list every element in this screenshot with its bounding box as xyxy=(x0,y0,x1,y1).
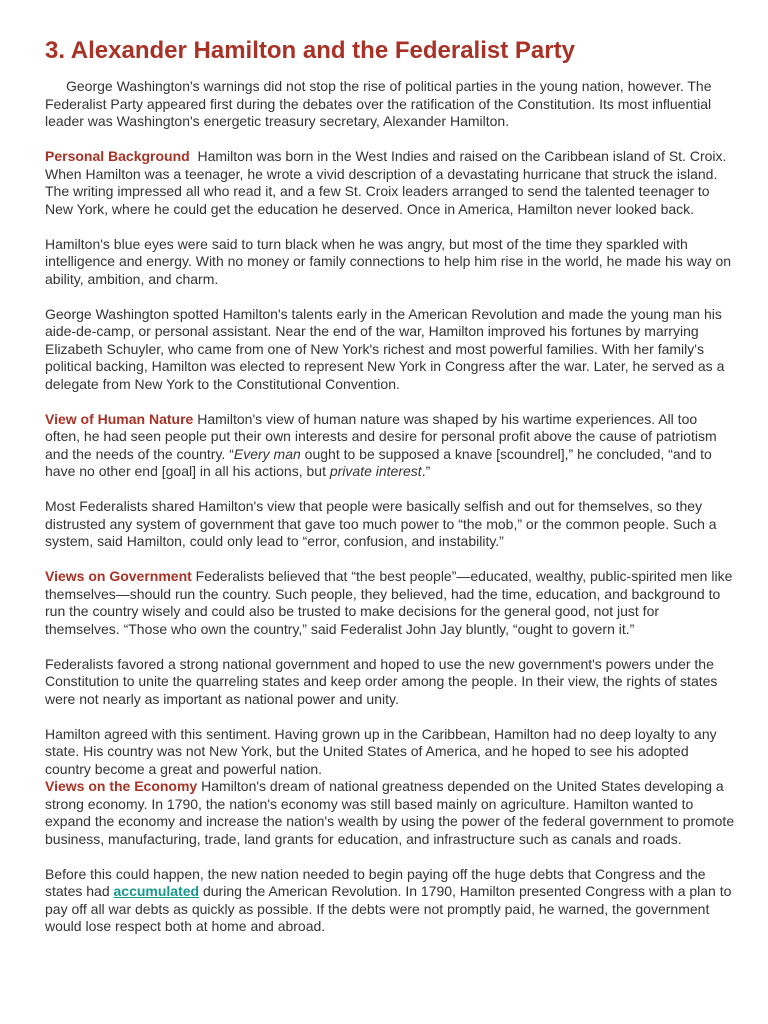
human-nature-text-a: Hamilton's view of human nature was shaped by his wartime experiences. All too often, he had seen people put their own interests and desire for personal profit above the cause of patriotism and the needs of the country. “ xyxy=(45,410,717,462)
economy-text-2b: during the American Revolution. In 1790, Hamilton presented Congress with a plan to pay off all war debts as quickly as possible. If the debts were not promptly paid, he warned, the government would lose respect both at home and abroad. xyxy=(45,883,732,934)
human-nature-emphasis-1: Every man xyxy=(233,445,301,462)
economy-paragraph-2 xyxy=(45,866,735,936)
government-paragraph-3: Hamilton agreed with this sentiment. Having grown up in the Caribbean, Hamilton had no deep loyalty to any state. His country was not New York, but the United States of America, and he hoped to see his adopted country become a great and powerful nation. xyxy=(45,725,717,777)
human-nature-emphasis-2: private interest xyxy=(329,463,422,479)
economy-text-2a: Before this could happen, the new nation needed to begin paying off the huge debts that Congress and the states had xyxy=(45,865,706,899)
government-paragraph-1 xyxy=(45,568,735,638)
economy-heading: Views on the Economy xyxy=(45,778,198,794)
human-nature-paragraph-1 xyxy=(45,411,735,481)
glossary-link-accumulated[interactable]: accumulated xyxy=(113,883,200,899)
human-nature-text-b: ought to be supposed a knave [scoundrel],” he concluded, “and to have no other end [goal] in all his actions, but xyxy=(45,445,712,479)
government-heading: Views on Government xyxy=(45,568,192,584)
human-nature-text-c: .” xyxy=(421,463,431,479)
personal-background-paragraph-3: George Washington spotted Hamilton's talents early in the American Revolution and made the young man his aide-de-camp, or personal assistant. Near the end of the war, Hamilton improved his fortunes by marrying Elizabeth Schuyler, who came from one of New York's richest and most powerful families. With her family's political backing, Hamilton was elected to represent New York in Congress after the war. Later, he served as a delegate from New York to the Constitutional Convention. xyxy=(45,305,725,392)
personal-background-paragraph-2: Hamilton's blue eyes were said to turn black when he was angry, but most of the time they sparkled with intelligence and energy. With no money or family connections to help him rise in the world, he made his way on ability, ambition, and charm. xyxy=(45,235,732,287)
government-text-1: Federalists believed that “the best people”—educated, wealthy, public-spirited men like themselves—should run the country. Such people, they believed, had the time, education, and background to run the country wisely and could also be trusted to make decisions for the general good, not just for themselves. “Those who own the country,” said Federalist John Jay bluntly, “ought to govern it.” xyxy=(45,568,733,637)
personal-background-text-1: Hamilton was born in the West Indies and raised on the Caribbean island of St. Croix. When Hamilton was a teenager, he wrote a vivid description of a devastating hurricane that struck the island. The writing impressed all who read it, and a few St. Croix leaders arranged to send the talented teenager to New York, where he could get the education he deserved. Once in America, Hamilton never looked back. xyxy=(45,148,727,217)
economy-paragraph-1 xyxy=(45,778,735,848)
economy-text-1: Hamilton's dream of national greatness depended on the United States developing a strong economy. In 1790, the nation's economy was still based mainly on agriculture. Hamilton wanted to expand the economy and increase the nation's wealth by using the power of the federal government to promote business, manufacturing, trade, land grants for education, and infrastructure such as canals and roads. xyxy=(45,778,735,847)
personal-background-paragraph-1 xyxy=(45,148,735,218)
article xyxy=(45,36,735,953)
human-nature-paragraph-2: Most Federalists shared Hamilton's view that people were basically selfish and out for themselves, so they distrusted any system of government that gave too much power to “the mob,” or the common people. Such a system, said Hamilton, could only lead to “error, confusion, and instability.” xyxy=(45,498,717,549)
page-title: 3. Alexander Hamilton and the Federalist Party xyxy=(45,37,575,64)
government-paragraph-2: Federalists favored a strong national government and hoped to use the new government's powers under the Constitution to unite the quarreling states and keep order among the people. In their view, the rights of states were not nearly as important as national power and unity. xyxy=(45,655,718,707)
intro-paragraph: George Washington's warnings did not stop the rise of political parties in the young nation, however. The Federalist Party appeared first during the debates over the ratification of the Constitution. Its most influential leader was Washington's energetic treasury secretary, Alexander Hamilton. xyxy=(45,78,712,129)
human-nature-heading: View of Human Nature xyxy=(45,410,194,427)
personal-background-heading: Personal Background xyxy=(45,148,190,164)
